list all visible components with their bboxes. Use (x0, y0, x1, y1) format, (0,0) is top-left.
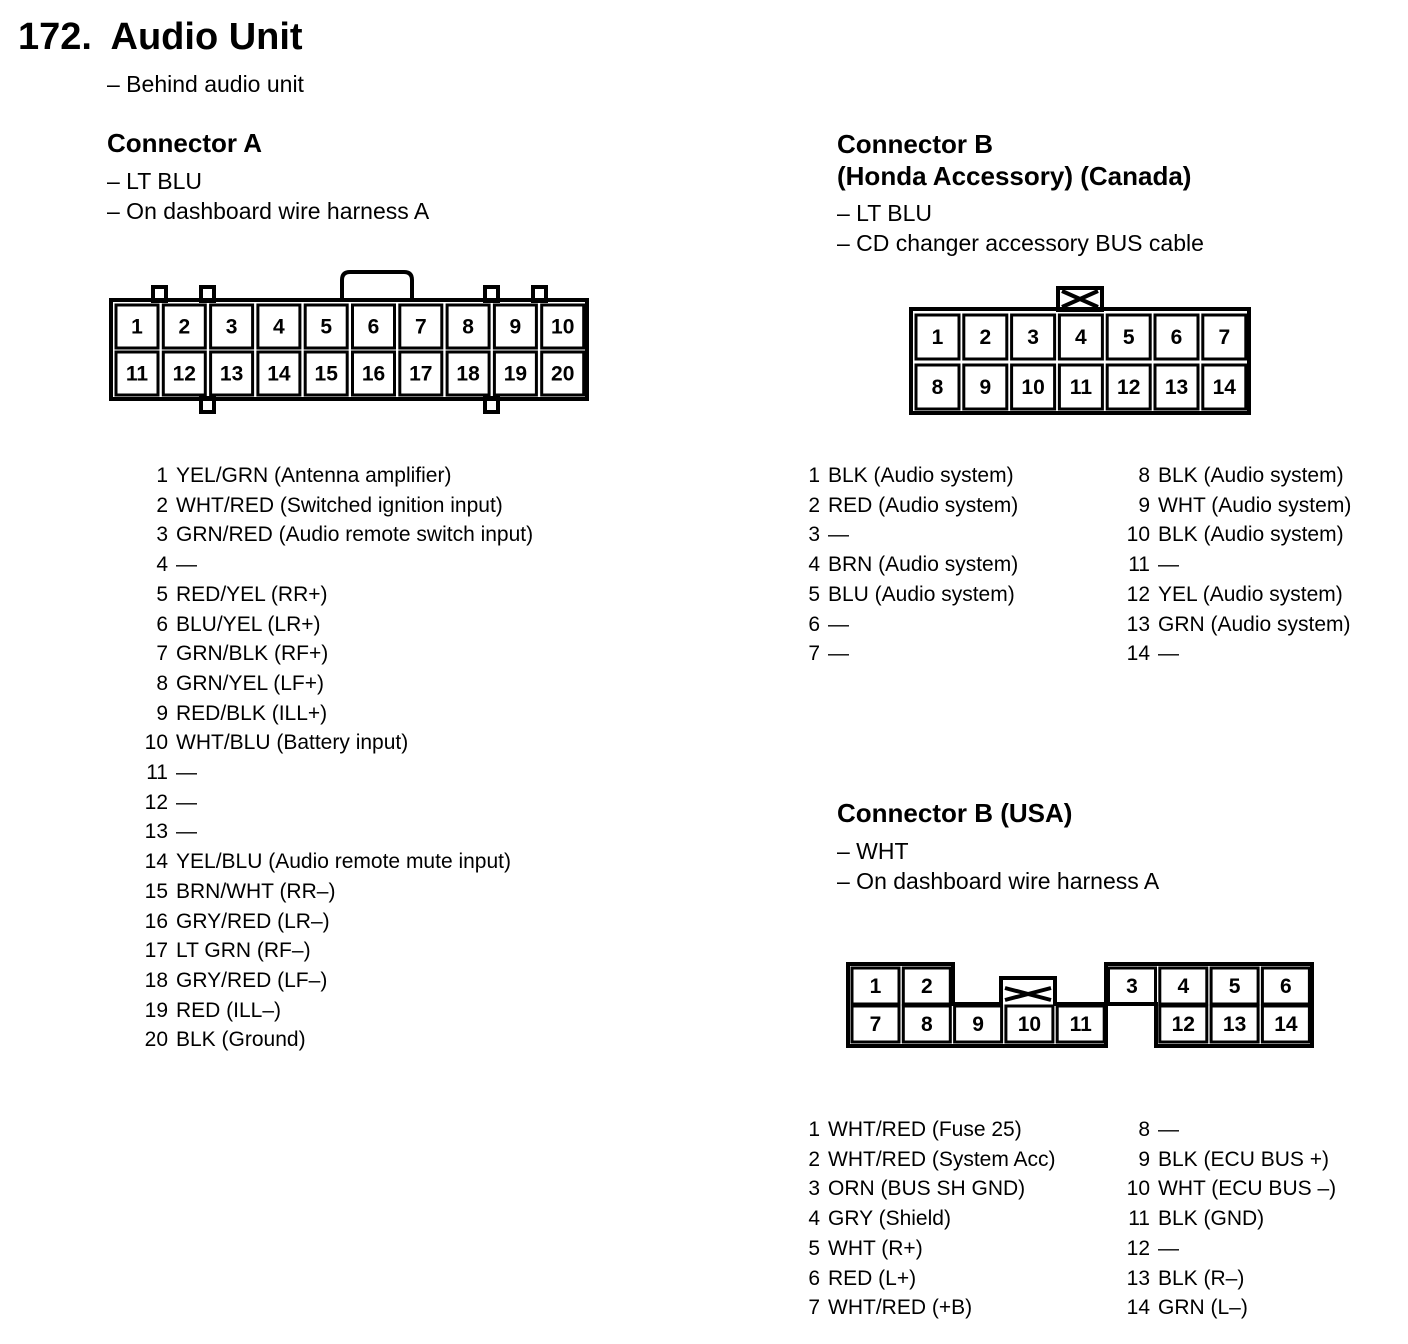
pin-description: LT GRN (RF–) (176, 939, 311, 963)
pin-description: WHT/RED (+B) (828, 1296, 973, 1320)
pin-description: RED (L+) (828, 1266, 917, 1290)
connector-a-cavity-label: 1 (131, 315, 143, 339)
pin-description: WHT (ECU BUS –) (1158, 1177, 1337, 1201)
connector-b-usa-key-cross (1005, 988, 1051, 1000)
connector-b-canada-pin-list-right (1122, 461, 1351, 669)
pin-number: 17 (144, 939, 168, 963)
connector-a-pin-row (140, 907, 533, 937)
pin-description: BLK (Audio system) (828, 464, 1014, 487)
connector-b-usa-title: Connector B (USA) (837, 798, 1073, 828)
connector-b-canada-cavity-label: 7 (1218, 326, 1231, 349)
pin-number: 4 (808, 1207, 820, 1231)
connector-b-usa-pin-row (792, 1234, 1056, 1264)
connector-a-pin-row (140, 728, 533, 758)
connector-a-cavity-label: 9 (509, 315, 522, 339)
connector-b-canada-pin-row (792, 610, 1018, 640)
pin-description: WHT/RED (Fuse 25) (828, 1118, 1022, 1141)
connector-a-pin-row (140, 877, 533, 907)
pin-description: — (1158, 1118, 1179, 1141)
location-note: – Behind audio unit (107, 71, 304, 97)
connector-a-pin-row (140, 817, 533, 847)
connector-b-usa-pin-row (1122, 1264, 1336, 1294)
pin-number: 12 (144, 790, 168, 814)
pin-description: — (828, 612, 849, 636)
connector-b-canada-cavity-label: 8 (931, 376, 944, 399)
connector-b-usa-pin-row (792, 1174, 1056, 1204)
connector-b-usa-pin-row (792, 1264, 1056, 1294)
connector-a-cavity-label: 19 (503, 362, 528, 386)
pin-number: 7 (808, 1296, 820, 1320)
connector-a-cavity-label: 15 (314, 362, 338, 386)
pin-number: 2 (156, 493, 168, 517)
pin-number: 8 (1138, 1118, 1150, 1141)
pin-description: YEL (Audio system) (1158, 582, 1343, 606)
pin-number: 11 (146, 761, 168, 785)
connector-b-usa-pin-row (792, 1145, 1056, 1175)
connector-a-cavity-label: 4 (273, 315, 285, 339)
page-header (18, 16, 303, 59)
connector-b-canada-cavity-label: 1 (931, 326, 944, 349)
connector-a-pin-row (140, 966, 533, 996)
pin-description: — (176, 790, 197, 814)
pin-number: 14 (1126, 1296, 1150, 1320)
pin-number: 5 (808, 1236, 820, 1260)
connector-b-canada-pin-row (792, 550, 1018, 580)
connector-a-diagram (108, 268, 588, 418)
connector-a-cavity-label: 12 (172, 362, 196, 386)
pin-number: 10 (144, 731, 168, 755)
pin-description: RED/YEL (RR+) (176, 582, 328, 606)
connector-a-pin-row (140, 580, 533, 610)
pin-number: 5 (156, 582, 168, 606)
pin-description: — (176, 761, 197, 785)
pin-number: 11 (1128, 553, 1150, 577)
connector-b-canada-cavity-label: 3 (1027, 326, 1039, 349)
connector-b-usa-cavity-label: 14 (1274, 1013, 1298, 1036)
pin-number: 13 (144, 820, 168, 844)
connector-b-canada-cavity-label: 5 (1122, 326, 1135, 349)
pin-description: GRN/RED (Audio remote switch input) (176, 523, 534, 547)
connector-a-cavity-label: 5 (320, 315, 333, 339)
pin-number: 6 (808, 1266, 820, 1290)
connector-b-canada-cavity-label: 10 (1021, 376, 1045, 399)
pin-number: 13 (1126, 1266, 1150, 1290)
connector-b-canada-color-note: – LT BLU (837, 200, 933, 226)
pin-description: — (1158, 642, 1179, 666)
connector-b-canada-pin-row (1122, 550, 1351, 580)
connector-a-pin-row (140, 610, 533, 640)
connector-a-pin-list (140, 461, 533, 1055)
connector-b-usa-cavity-label: 12 (1171, 1013, 1195, 1036)
connector-a-pin-row (140, 996, 533, 1026)
pin-description: RED/BLK (ILL+) (176, 701, 328, 725)
pin-description: BLK (ECU BUS +) (1158, 1147, 1329, 1171)
connector-b-usa-cavity-label: 9 (972, 1013, 984, 1036)
connector-b-canada-pin-list-left (792, 461, 1018, 669)
connector-a-pin-row (140, 461, 533, 491)
pin-description: — (176, 553, 197, 577)
pin-description: GRN/YEL (LF+) (176, 671, 325, 695)
pin-number: 1 (808, 1118, 820, 1141)
connector-b-canada-pin-row (1122, 491, 1351, 521)
pin-number: 13 (1126, 612, 1150, 636)
pin-number: 12 (1126, 582, 1150, 606)
connector-a-cavity-label: 6 (367, 315, 380, 339)
pin-number: 5 (808, 582, 820, 606)
pin-number: 6 (808, 612, 820, 636)
pin-description: WHT/BLU (Battery input) (176, 731, 409, 755)
pin-description: BLK (Ground) (176, 1028, 306, 1052)
connector-b-usa-pin-list-right (1122, 1115, 1336, 1323)
connector-b-canada-diagram (908, 283, 1253, 418)
connector-b-canada-pin-row (1122, 461, 1351, 491)
pin-number: 6 (156, 612, 168, 636)
pin-number: 1 (156, 464, 168, 487)
connector-b-canada-cavity-label: 13 (1164, 376, 1189, 399)
connector-b-usa-pin-row (1122, 1204, 1336, 1234)
connector-b-canada-pin-row (1122, 520, 1351, 550)
pin-description: BLK (GND) (1158, 1207, 1265, 1231)
connector-b-canada-cavity-label: 9 (979, 376, 992, 399)
connector-a-pin-row (140, 758, 533, 788)
pin-number: 15 (144, 879, 168, 903)
connector-b-usa-notes (837, 836, 1159, 896)
page-title: Audio Unit (110, 16, 303, 58)
pin-description: BLK (Audio system) (1158, 464, 1344, 487)
connector-a-cavity-label: 11 (125, 362, 149, 386)
pin-description: GRN/BLK (RF+) (176, 642, 329, 666)
pin-number: 3 (156, 523, 168, 547)
pin-description: — (828, 523, 849, 547)
pin-number: 3 (808, 1177, 820, 1201)
connector-a-pin-row (140, 847, 533, 877)
connector-b-canada-notes (837, 198, 1204, 258)
pin-number: 14 (1126, 642, 1150, 666)
connector-b-canada-title (837, 128, 1191, 192)
pin-number: 8 (156, 671, 168, 695)
pin-number: 2 (808, 493, 820, 517)
connector-a-pin-row (140, 550, 533, 580)
pin-number: 11 (1128, 1207, 1150, 1231)
connector-b-canada-pin-row (792, 520, 1018, 550)
connector-a-cavity-label: 14 (267, 362, 291, 386)
connector-a-notes (107, 166, 429, 226)
connector-b-canada-title-line1: Connector B (837, 129, 993, 159)
connector-b-canada-pin-row (1122, 610, 1351, 640)
connector-a-cavity-label: 18 (456, 362, 480, 386)
pin-number: 4 (808, 553, 820, 577)
connector-a-cavity-label: 10 (551, 315, 575, 339)
connector-b-canada-cavity-label: 2 (979, 326, 992, 349)
connector-a-pin-row (140, 1025, 533, 1055)
pin-number: 7 (808, 642, 820, 666)
connector-a-cavity-label: 16 (361, 362, 386, 386)
pin-description: — (828, 642, 849, 666)
connector-a-pin-row (140, 788, 533, 818)
connector-a-color-note: – LT BLU (107, 168, 203, 194)
section-number: 172. (18, 16, 92, 58)
connector-b-usa-pin-row (792, 1115, 1056, 1145)
pin-description: — (1158, 1236, 1179, 1260)
connector-a-pin-row (140, 699, 533, 729)
connector-b-usa-pin-row (792, 1293, 1056, 1323)
pin-number: 9 (1138, 1147, 1150, 1171)
pin-description: GRN (L–) (1158, 1296, 1248, 1320)
connector-a-title: Connector A (107, 128, 263, 158)
connector-b-canada-cavity-label: 11 (1069, 376, 1093, 399)
connector-b-usa-cavity-label: 10 (1017, 1013, 1042, 1036)
pin-description: GRN (Audio system) (1158, 612, 1351, 636)
connector-b-usa-cavity-label: 13 (1222, 1013, 1247, 1036)
connector-b-usa-pin-row (1122, 1115, 1336, 1145)
pin-number: 10 (1126, 1177, 1150, 1201)
connector-b-usa-pin-row (792, 1204, 1056, 1234)
pin-description: BLK (Audio system) (1158, 523, 1344, 547)
connector-a-cavity-label: 17 (409, 362, 433, 386)
connector-b-usa-cavity-label: 3 (1126, 975, 1138, 998)
pin-number: 20 (144, 1028, 168, 1052)
connector-b-canada-cavity-label: 14 (1212, 376, 1236, 399)
pin-description: BRN/WHT (RR–) (176, 879, 336, 903)
pin-number: 14 (144, 850, 168, 874)
connector-a-latch (342, 272, 412, 300)
pin-number: 1 (808, 464, 820, 487)
pin-number: 10 (1126, 523, 1150, 547)
pin-description: — (1158, 553, 1179, 577)
connector-b-canada-cavity-label: 4 (1075, 326, 1087, 349)
connector-b-canada-pin-row (1122, 580, 1351, 610)
pin-description: BLK (R–) (1158, 1266, 1245, 1290)
connector-b-canada-pin-row (792, 580, 1018, 610)
connector-b-usa-cavity-label: 8 (920, 1013, 933, 1036)
pin-description: BLU/YEL (LR+) (176, 612, 321, 636)
connector-a-cavity-label: 2 (178, 315, 191, 339)
pin-description: GRY (Shield) (828, 1207, 951, 1231)
connector-a-pin-row (140, 491, 533, 521)
pin-number: 8 (1138, 464, 1150, 487)
pin-description: WHT/RED (Switched ignition input) (176, 493, 503, 517)
connector-b-canada-cable-note: – CD changer accessory BUS cable (837, 230, 1204, 256)
connector-b-usa-cavity-label: 7 (869, 1013, 882, 1036)
connector-b-usa-cavity-label: 5 (1228, 975, 1241, 998)
connector-b-usa-cavity-label: 4 (1177, 975, 1190, 998)
connector-b-canada-title-line2: (Honda Accessory) (Canada) (837, 161, 1192, 191)
connector-b-canada-pin-row (1122, 639, 1351, 669)
connector-a-pin-row (140, 639, 533, 669)
pin-description: GRY/RED (LR–) (176, 909, 330, 933)
pin-description: GRY/RED (LF–) (176, 968, 328, 992)
pin-number: 16 (144, 909, 168, 933)
connector-b-usa-cavity-label: 11 (1069, 1013, 1092, 1036)
connector-a-cavity-label: 13 (219, 362, 244, 386)
pin-description: — (176, 820, 197, 844)
connector-a-cavity-label: 3 (225, 315, 238, 339)
connector-b-usa-cavity-label: 2 (920, 975, 933, 998)
pin-description: ORN (BUS SH GND) (828, 1177, 1026, 1201)
pin-number: 9 (1138, 493, 1150, 517)
pin-number: 19 (144, 998, 168, 1022)
connector-b-usa-harness-note: – On dashboard wire harness A (837, 868, 1160, 894)
connector-b-canada-cavity-label: 12 (1117, 376, 1141, 399)
connector-b-canada-pin-row (792, 461, 1018, 491)
pin-number: 2 (808, 1147, 820, 1171)
connector-b-usa-pin-row (1122, 1174, 1336, 1204)
connector-a-cavity-label: 7 (414, 315, 427, 339)
pin-description: BLU (Audio system) (828, 582, 1015, 606)
connector-b-canada-pin-row (792, 491, 1018, 521)
pin-number: 7 (156, 642, 168, 666)
connector-b-usa-diagram (845, 960, 1315, 1055)
pin-description: WHT/RED (System Acc) (828, 1147, 1056, 1171)
connector-b-usa-color-note: – WHT (837, 838, 909, 864)
pin-description: BRN (Audio system) (828, 553, 1019, 577)
pin-description: YEL/GRN (Antenna amplifier) (176, 464, 452, 487)
pin-number: 4 (156, 553, 168, 577)
connector-b-usa-cavity-label: 1 (869, 975, 882, 998)
connector-a-cavity-label: 8 (462, 315, 474, 339)
connector-a-harness-note: – On dashboard wire harness A (107, 198, 430, 224)
pin-description: RED (Audio system) (828, 493, 1019, 517)
pin-number: 3 (808, 523, 820, 547)
connector-b-canada-cavity-label: 6 (1170, 326, 1183, 349)
connector-a-pin-row (140, 520, 533, 550)
pin-number: 12 (1126, 1236, 1150, 1260)
connector-a-cavity-label: 20 (551, 362, 575, 386)
connector-b-usa-pin-list-left (792, 1115, 1056, 1323)
connector-b-usa-cavity-label: 6 (1280, 975, 1292, 998)
pin-description: WHT (R+) (828, 1236, 923, 1260)
connector-b-usa-pin-row (1122, 1145, 1336, 1175)
connector-b-usa-pin-row (1122, 1293, 1336, 1323)
connector-b-canada-key-cross (1062, 291, 1098, 307)
pin-description: RED (ILL–) (176, 998, 282, 1022)
pin-number: 9 (156, 701, 168, 725)
connector-b-canada-pin-row (792, 639, 1018, 669)
pin-number: 18 (144, 968, 168, 992)
connector-a-pin-row (140, 669, 533, 699)
pin-description: YEL/BLU (Audio remote mute input) (176, 850, 511, 874)
connector-b-usa-pin-row (1122, 1234, 1336, 1264)
pin-description: WHT (Audio system) (1158, 493, 1352, 517)
connector-a-pin-row (140, 936, 533, 966)
